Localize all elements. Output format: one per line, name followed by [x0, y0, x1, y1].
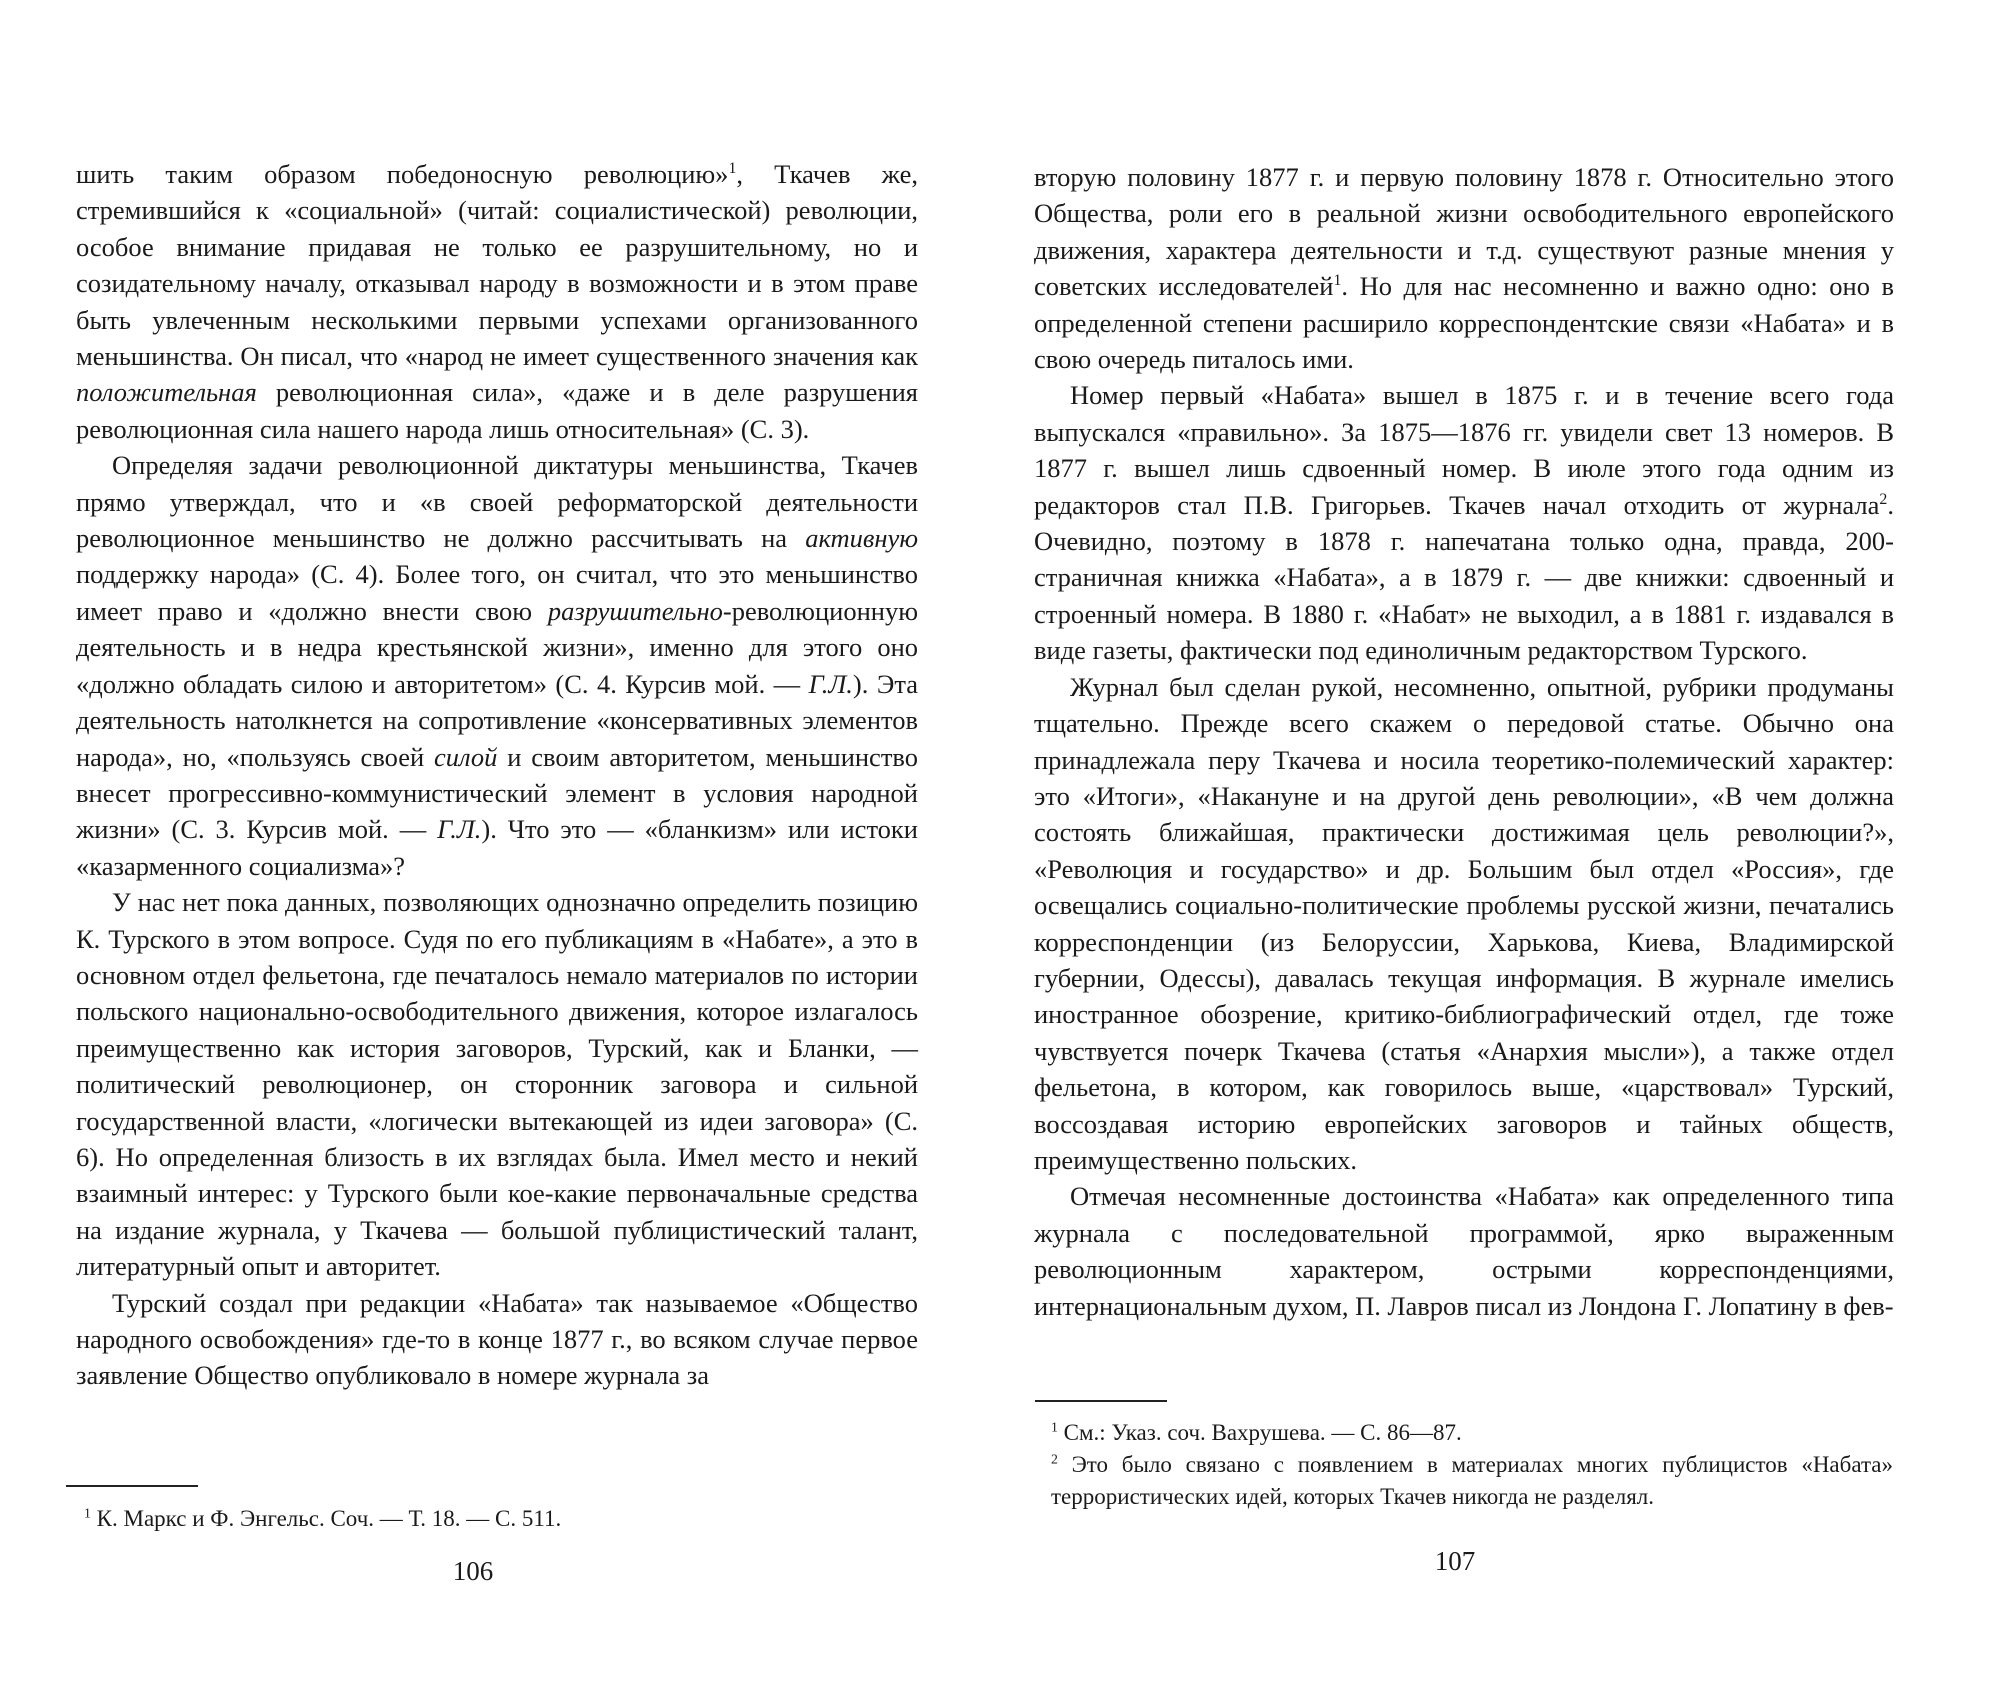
left-page-footnotes: [84, 1503, 918, 1535]
text-run: . Очевидно, поэтому в 1878 г. напечатана только одна, правда, 200-страничная книжка «Набата», а в 1879 г. — две книжки: сдвоенный и строенный номера. В 1880 г. «Набат» не выходил, а в 1881 г. издавался в виде газеты, фактически под единоличным редакторством Турского.: [1034, 489, 1894, 666]
paragraph: [76, 447, 918, 884]
footnote-rule: [1035, 1400, 1167, 1402]
italic-text: силой: [434, 741, 498, 772]
text-run: Номер первый «Набата» вышел в 1875 г. и в течение всего года выпускался «правильно». За 1875—1876 гг. увидели свет 13 номеров. В 1877 г. вышел лишь сдвоенный номер. В июле этого года одним из редакторов стал П.В. Григорьев. Ткачев начал отходить от журнала: [1034, 380, 1894, 520]
italic-text: Г.Л.: [437, 814, 482, 845]
footnote: [84, 1503, 918, 1535]
footnote-ref: 1: [84, 1505, 91, 1521]
text-run: У нас нет пока данных, позволяющих однозначно определить позицию К. Турского в этом вопросе. Судя по его публикациям в «Набате», а это в основном отдел фельетона, где печаталось немало материалов по истории польского национально-освободительного движения, которое излагалось преимущественно как история заговоров, Турский, как и Бланки, — политический революционер, он сторонник заговора и сильной государственной власти, «логически вытекающей из идеи заговора» (С. 6). Но определенная близость в их взглядах была. Имел место и некий взаимный интерес: у Турского были кое-какие первоначальные средства на издание журнала, у Ткачева — большой публицистический талант, литературный опыт и авторитет.: [76, 887, 918, 1282]
paragraph: [1034, 669, 1894, 1179]
text-run: , Ткачев же, стремившийся к «социальной» (читай: социалистической) революции, особое внимание придавая не только ее разрушительному, но и созидательному началу, отказывал народу в возможности и в этом праве быть увлеченным несколькими первыми успехами организованного меньшинства. Он писал, что «народ не имеет существенного значения как: [76, 159, 918, 372]
text-run: См.: Указ. соч. Вахрушева. — С. 86—87.: [1057, 1420, 1462, 1445]
text-run: Определяя задачи революционной диктатуры меньшинства, Ткачев прямо утверждал, что и «в своей реформаторской деятельности революционное меньшинство не должно рассчитывать на: [76, 450, 918, 554]
italic-text: разрушительно: [547, 595, 723, 626]
footnote-ref: 1: [728, 160, 737, 178]
footnote-ref: 2: [1879, 490, 1888, 508]
right-page-body: [1034, 159, 1894, 1324]
right-page-footnotes: [1051, 1417, 1893, 1513]
left-page-body: [76, 156, 918, 1394]
footnote-ref: 1: [1051, 1419, 1058, 1435]
italic-text: положительная: [76, 377, 257, 408]
footnote: [1051, 1449, 1893, 1513]
text-run: революционная сила», «даже и в деле разрушения революционная сила нашего народа лишь относительная» (С. 3).: [76, 377, 918, 444]
text-run: ). Эта деятельность натолкнется на сопротивление «консервативных элементов народа», но, «пользуясь своей: [76, 668, 918, 772]
text-run: шить таким образом победоносную революцию»: [76, 159, 729, 189]
text-run: и своим авторитетом, меньшинство внесет прогрессивно-коммунистический элемент в условия народной жизни» (С. 3. Курсив мой. —: [76, 741, 918, 845]
footnote: [1051, 1417, 1893, 1449]
footnote-rule: [66, 1485, 198, 1487]
paragraph: [76, 1285, 918, 1394]
page-number-left: 106: [452, 1556, 494, 1586]
paragraph: [1034, 1178, 1894, 1324]
text-run: -революционную деятельность и в недра крестьянской жизни», именно для этого оно «должно обладать силою и авторитетом» (С. 4. Курсив мой. —: [76, 595, 918, 699]
text-run: Это было связано с появлением в материалах многих публицистов «Набата» террористических идей, которых Ткачев никогда не разделял.: [1051, 1452, 1893, 1509]
italic-text: активную: [805, 523, 918, 554]
text-run: . Но для нас несомненно и важно одно: оно в определенной степени расширило корреспондентские связи «Набата» и в свою очередь питалось ими.: [1034, 271, 1895, 375]
footnote-ref: 2: [1051, 1451, 1058, 1467]
paragraph: [76, 884, 918, 1284]
paragraph: [76, 156, 918, 447]
right-page: [1003, 0, 2000, 1699]
text-run: ). Что это — «бланкизм» или истоки «казарменного социализма»?: [76, 814, 918, 881]
paragraph: [1034, 377, 1894, 668]
text-run: Отмечая несомненные достоинства «Набата» как определенного типа журнала с последовательной программой, ярко выраженным революционным характером, острыми корреспонденциями, интернациональным духом, П. Лавров писал из Лондона Г. Лопатину в фев-: [1034, 1181, 1894, 1321]
text-run: К. Маркс и Ф. Энгельс. Соч. — Т. 18. — С. 511.: [90, 1506, 562, 1531]
footnote-ref: 1: [1333, 272, 1342, 290]
left-page: [0, 0, 985, 1699]
page-number-right: 107: [1434, 1546, 1476, 1576]
text-run: вторую половину 1877 г. и первую половину 1878 г. Относительно этого Общества, роли его в реальной жизни освободительного европейского движения, характера деятельности и т.д. существуют разные мнения у советских исследователей: [1034, 162, 1894, 302]
text-run: поддержку народа» (С. 4). Более того, он считал, что это меньшинство имеет право и «должно внести свою: [76, 559, 918, 626]
paragraph: [1034, 159, 1894, 377]
italic-text: Г.Л.: [808, 668, 853, 699]
text-run: Журнал был сделан рукой, несомненно, опытной, рубрики продуманы тщательно. Прежде всего скажем о передовой статье. Обычно она принадлежала перу Ткачева и носила теоретико-полемический характер: это «Итоги», «Накануне и на другой день революции», «В чем должна состоять ближайшая, практически достижимая цель революции?», «Революция и государство» и др. Большим был отдел «Россия», где освещались социально-политические проблемы русской жизни, печатались корреспонденции (из Белоруссии, Харькова, Киева, Владимирской губернии, Одессы), давалась текущая информация. В журнале имелись иностранное обозрение, критико-библиографический отдел, где тоже чувствуется почерк Ткачева (статья «Анархия мысли»), а также отдел фельетона, в котором, как говорилось выше, «царствовал» Турский, воссоздавая историю европейских заговоров и тайных обществ, преимущественно польских.: [1034, 671, 1894, 1175]
text-run: Турский создал при редакции «Набата» так называемое «Общество народного освобождения» где-то в конце 1877 г., во всяком случае первое заявление Общество опубликовало в номере журнала за: [76, 1287, 918, 1391]
